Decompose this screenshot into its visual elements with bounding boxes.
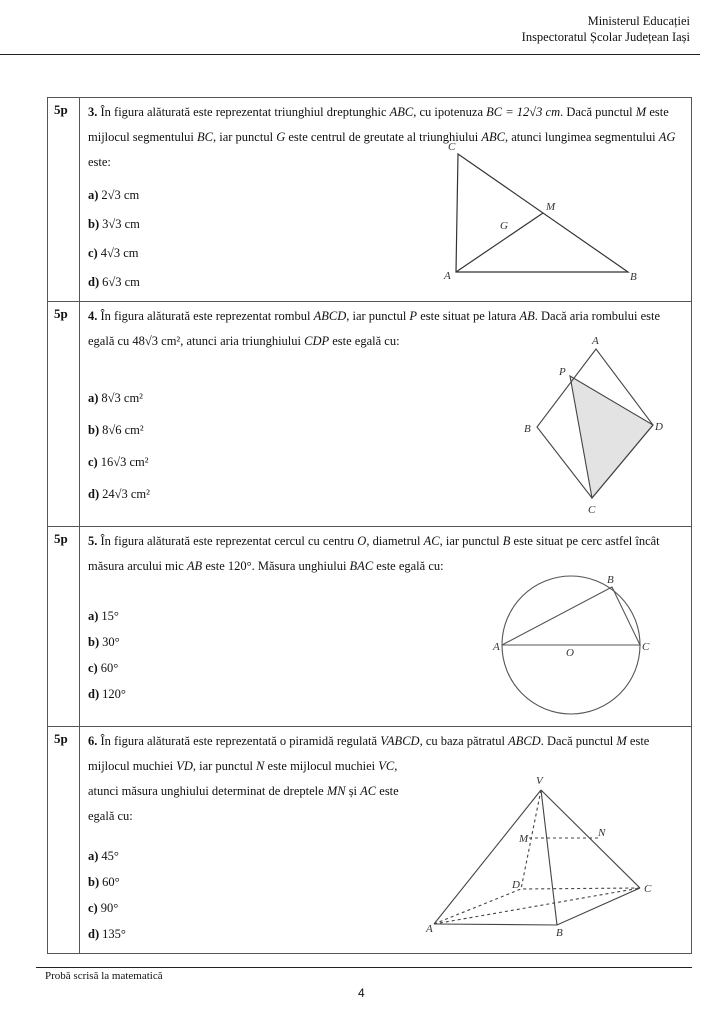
svg-text:B: B [556, 927, 563, 939]
problem-text: 4. În figura alăturată este reprezentat rombul ABCD, iar punctul P este situat pe latura AB. Dacă aria rombului este egală cu 48√3 cm², atunci aria triunghiului CDP este egală cu: [88, 309, 661, 348]
points: 5p [48, 727, 80, 954]
svg-text:A: A [493, 641, 500, 653]
figure-reserve [421, 152, 683, 282]
option-a: a) 45° [88, 849, 119, 863]
problem-text: 5. În figura alăturată este reprezentat cercul cu centru O, diametrul AC, iar punctul B este situat pe cerc astfel încât măsura arcului mic AB este 120°. Măsura unghiului BAC este egală cu: [88, 534, 660, 573]
points: 5p [48, 302, 80, 527]
footer-rule [36, 967, 692, 968]
option-d: d) 135° [88, 927, 126, 941]
svg-text:D: D [655, 421, 663, 433]
problem-6 [80, 727, 692, 954]
problem-4 [80, 302, 692, 527]
svg-text:C: C [644, 883, 652, 895]
svg-text:D: D [512, 879, 520, 891]
option-b: b) 8√6 cm² [88, 423, 144, 437]
svg-text:A: A [444, 270, 451, 282]
problem-row [48, 727, 692, 954]
option-a: a) 2√3 cm [88, 188, 140, 202]
svg-text:P: P [559, 366, 566, 378]
svg-text:A: A [426, 923, 433, 935]
svg-text:O: O [566, 647, 574, 659]
problem-content [80, 727, 691, 951]
option-b: b) 30° [88, 635, 120, 649]
option-c: c) 4√3 cm [88, 246, 139, 260]
option-c: c) 16√3 cm² [88, 455, 149, 469]
svg-text:C: C [448, 141, 456, 153]
page-number: 4 [358, 986, 365, 1000]
points: 5p [48, 527, 80, 727]
problem-row [48, 98, 692, 302]
svg-text:N: N [598, 827, 606, 839]
footer-subject: Probă scrisă la matematică [45, 970, 163, 982]
option-c: c) 60° [88, 661, 119, 675]
svg-text:A: A [592, 335, 599, 347]
problem-text: 6. În figura alăturată este reprezentată o piramidă regulată VABCD, cu baza pătratul ABCD. Dacă punctul M este mijlocul muchiei VD, iar punctul N este mijlocul muchiei VC, atunci măsura unghiului determinat de dreptele MN și AC este egală cu: [88, 734, 650, 823]
problems-table [47, 97, 692, 954]
problem-text: 3. În figura alăturată este reprezentat triunghiul dreptunghic ABC, cu ipotenuza BC = 12√3 cm. Dacă punctul M este mijlocul segmentului BC, iar punctul G este centrul de greutate al triunghiului ABC, atunci lungimea segmentului AG este: [88, 105, 676, 169]
problem-content [80, 527, 691, 711]
svg-text:M: M [546, 201, 556, 213]
header-ministry: Ministerul Educației [587, 14, 690, 28]
option-b: b) 60° [88, 875, 120, 889]
option-d: d) 120° [88, 687, 126, 701]
svg-text:C: C [642, 641, 650, 653]
svg-text:C: C [588, 504, 596, 516]
problem-5 [80, 527, 692, 727]
svg-text:M: M [519, 833, 529, 845]
problem-row [48, 527, 692, 727]
svg-text:B: B [607, 574, 614, 586]
problem-3 [80, 98, 692, 302]
option-a: a) 15° [88, 609, 119, 623]
option-b: b) 3√3 cm [88, 217, 140, 231]
svg-text:B: B [630, 271, 637, 283]
problem-content [80, 98, 691, 301]
svg-text:B: B [524, 423, 531, 435]
option-c: c) 90° [88, 901, 119, 915]
svg-text:G: G [500, 220, 508, 232]
figure-reserve [473, 556, 683, 716]
option-d: d) 24√3 cm² [88, 487, 150, 501]
option-d: d) 6√3 cm [88, 275, 140, 289]
svg-text:V: V [536, 775, 543, 787]
header-rule [0, 54, 700, 55]
option-a: a) 8√3 cm² [88, 391, 143, 405]
header-inspectorate: Inspectoratul Școlar Județean Iași [521, 30, 690, 44]
problem-row [48, 302, 692, 527]
points: 5p [48, 98, 80, 302]
